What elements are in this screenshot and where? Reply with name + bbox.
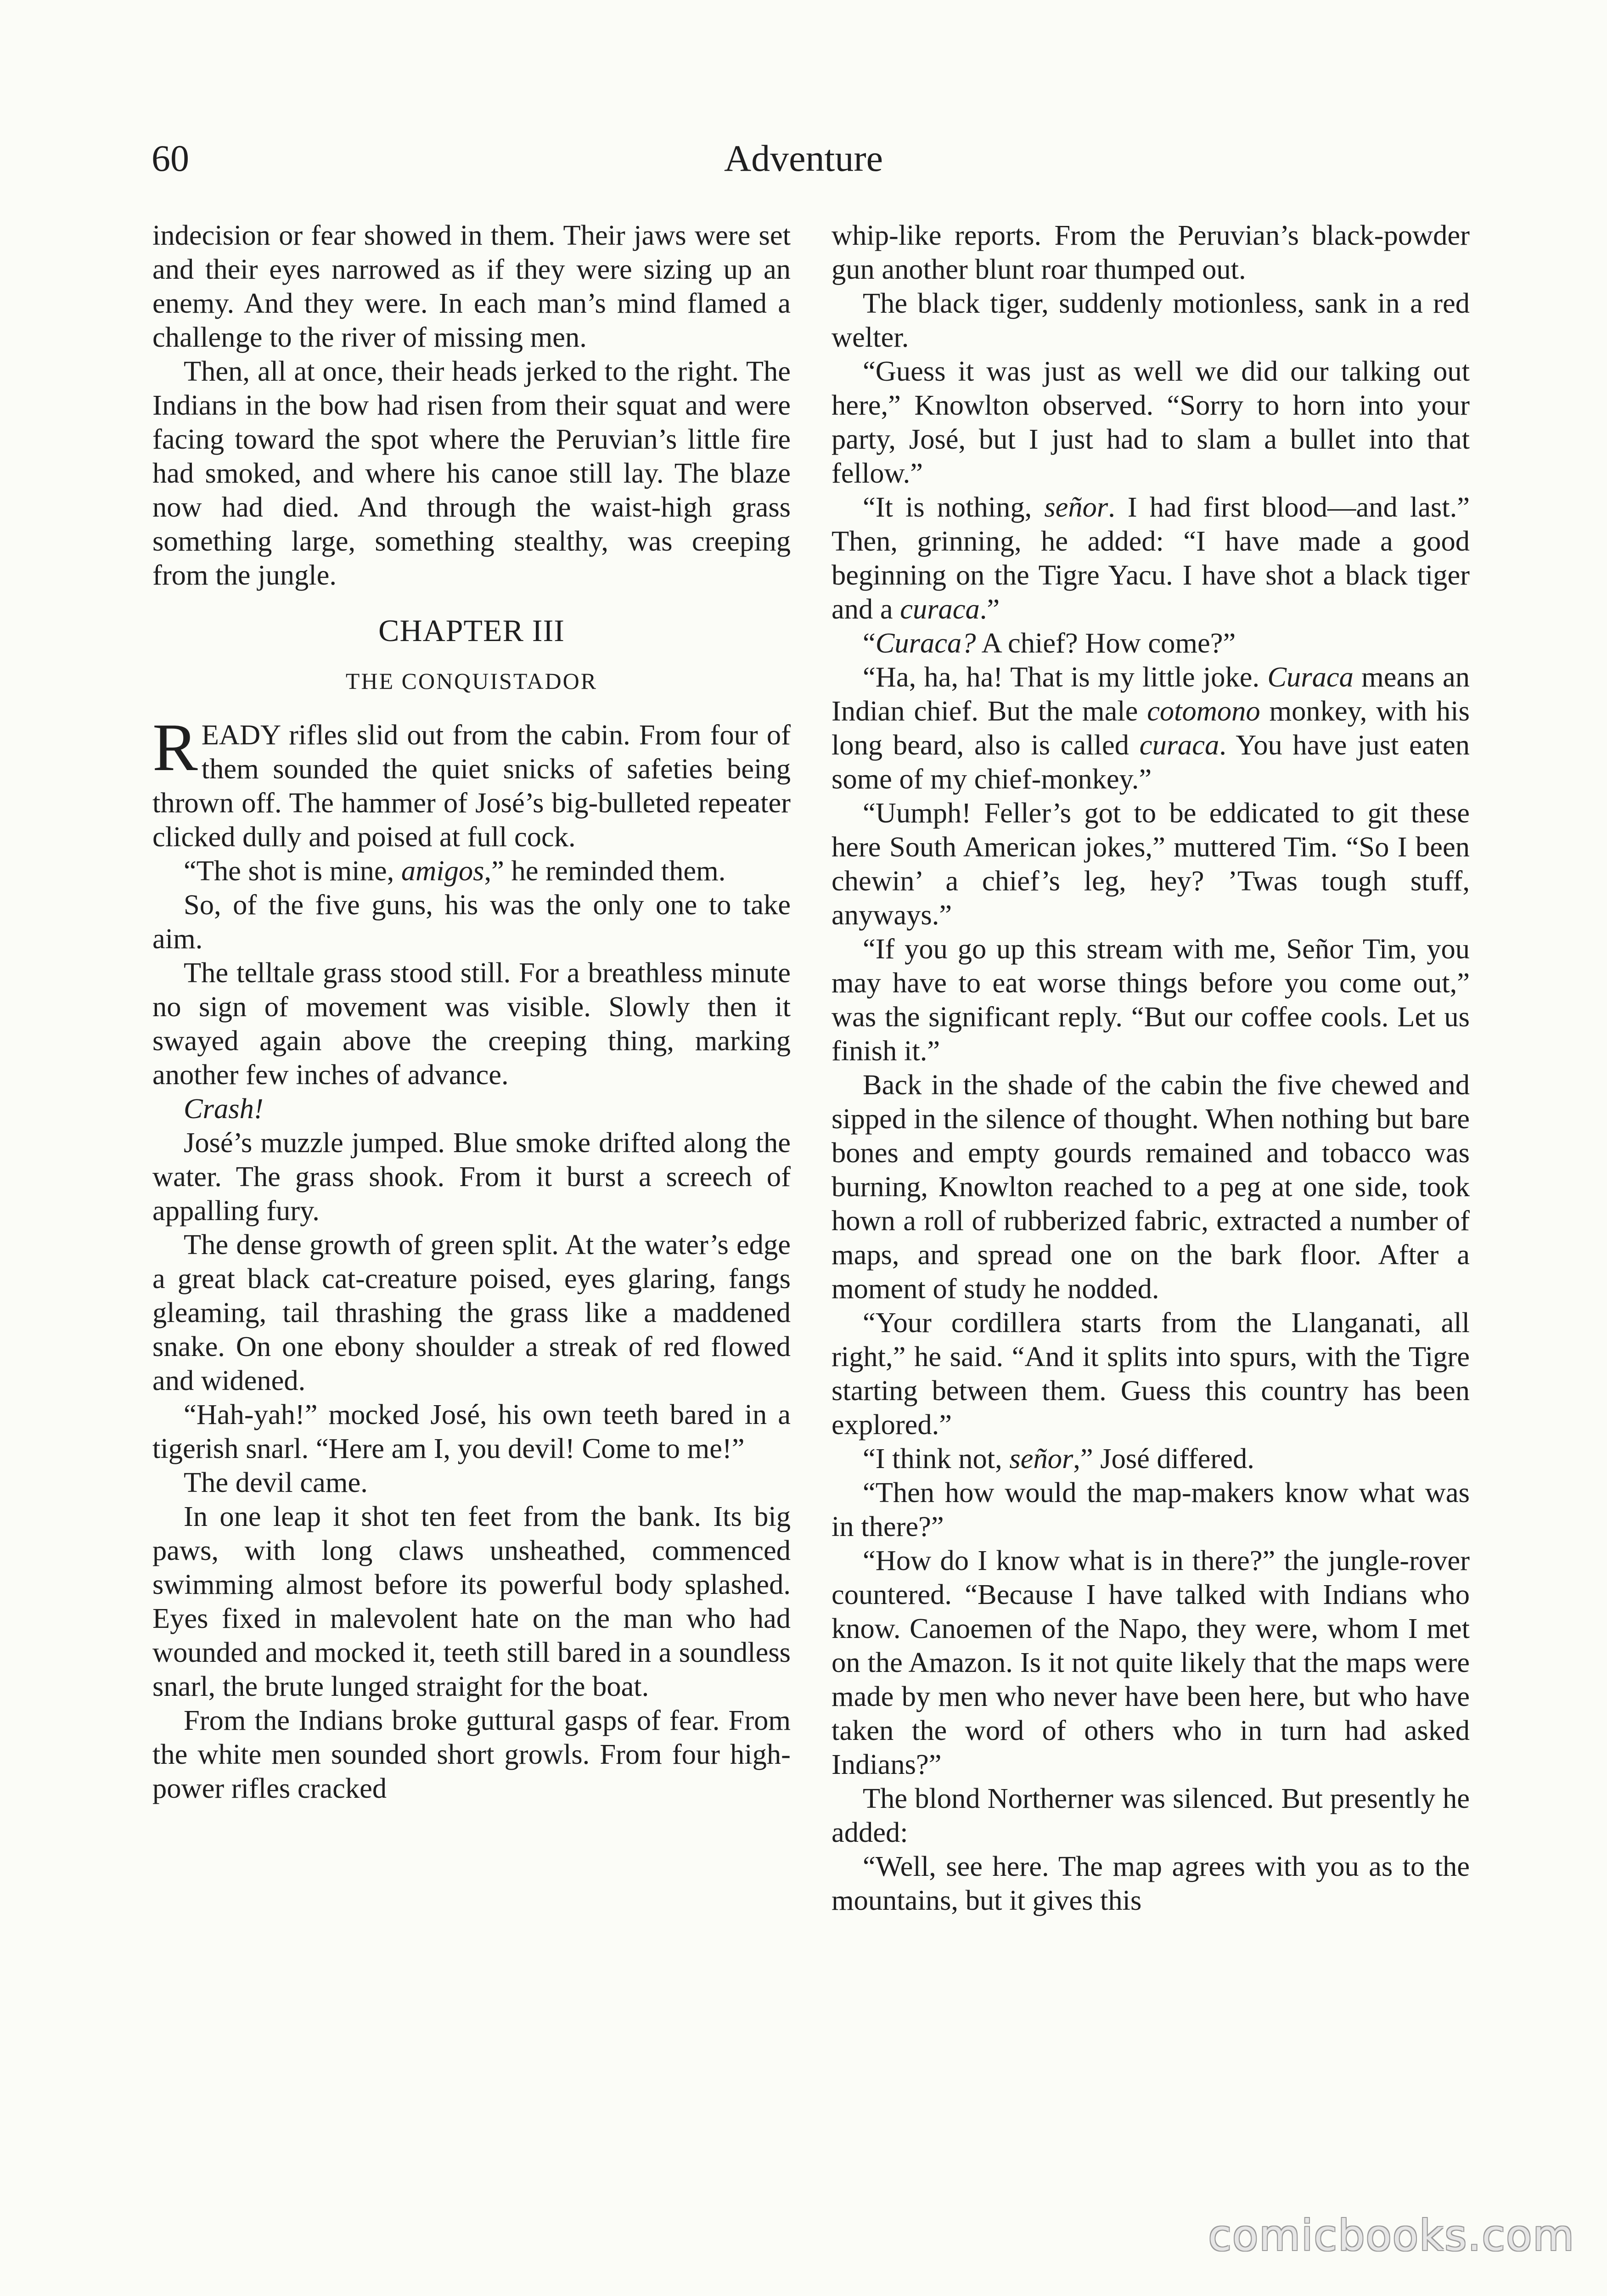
paragraph-text: EADY rifles slid out from the cabin. From four of them sounded the quiet snicks of safeties being thrown off. The hammer of José’s big-bulleted repeater clicked dully and poised at full cock.: [152, 719, 791, 853]
paragraph: “How do I know what is in there?” the jungle-rover countered. “Because I have talked with Indians who know. Canoemen of the Napo, they were, whom I met on the Amazon. Is it not quite likely that the maps were made by men who never have been here, but who have taken the word of others who in turn had asked Indians?”: [832, 1544, 1470, 1780]
paragraph: whip-like reports. From the Peruvian’s black-powder gun another blunt roar thumped out.: [832, 219, 1470, 285]
left-column: [152, 218, 791, 1805]
text-run: means an Indian chief. But the male: [832, 661, 1470, 727]
right-column: [832, 218, 1470, 1917]
paragraph: “Then how would the map-makers know what was in there?”: [832, 1476, 1470, 1542]
paragraph: In one leap it shot ten feet from the bank. Its big paws, with long claws unsheathed, commenced swimming almost before its powerful body splashed. Eyes fixed in malevolent hate on the man who had wounded and mocked it, teeth still bared in a soundless snarl, the brute lunged straight for the boat.: [152, 1500, 791, 1702]
emphasis: señor: [1009, 1442, 1073, 1474]
paragraph: From the Indians broke guttural gasps of fear. From the white men sounded short growls. From four high-power rifles cracked: [152, 1704, 791, 1804]
paragraph: So, of the five guns, his was the only one to take aim.: [152, 889, 791, 955]
text-run: ,” José differed.: [1073, 1442, 1254, 1474]
paragraph: “Uumph! Feller’s got to be eddicated to git these here South American jokes,” muttered Tim. “So I been chewin’ a chief’s leg, hey? ’Twas tough stuff, anyways.”: [832, 797, 1470, 931]
paragraph: [832, 1441, 1470, 1475]
paragraph: [832, 490, 1470, 626]
text-run: . I had first blood—and last.” Then, grinning, he added: “I have made a good beginning on the Tigre Yacu. I have shot a black tiger and a: [832, 491, 1470, 625]
text-run: A chief? How come?”: [976, 627, 1236, 659]
paragraph: The black tiger, suddenly motionless, sank in a red welter.: [832, 287, 1470, 353]
page-number: 60: [152, 137, 189, 179]
text-run: “The shot is mine,: [184, 855, 401, 887]
text-run: .”: [979, 593, 1000, 625]
text-run: “: [863, 627, 876, 659]
chapter-subtitle: THE CONQUISTADOR: [345, 668, 598, 694]
paragraph: “Well, see here. The map agrees with you as to the mountains, but it gives this: [832, 1850, 1470, 1916]
paragraph: [152, 1092, 791, 1125]
text-run: “Ha, ha, ha! That is my little joke.: [863, 661, 1268, 693]
paragraph: The dense growth of green split. At the water’s edge a great black cat-creature poised, eyes glaring, fangs gleaming, tail thrashing the grass like a maddened snake. On one ebony shoulder a streak of red flowed and widened.: [152, 1228, 791, 1396]
drop-cap: R: [152, 710, 198, 785]
paragraph: “Your cordillera starts from the Llanganati, all right,” he said. “And it splits into spurs, with the Tigre starting between them. Guess this country has been explored.”: [832, 1306, 1470, 1441]
paragraph: Back in the shade of the cabin the five chewed and sipped in the silence of thought. When nothing but bare bones and empty gourds remained and tobacco was burning, Knowlton reached to a peg at one side, took hown a roll of rubberized fabric, extracted a number of maps, and spread one on the bark floor. After a moment of study he nodded.: [832, 1069, 1470, 1305]
paragraph: indecision or fear showed in them. Their jaws were set and their eyes narrowed as if they were sizing up an enemy. And they were. In each man’s mind flamed a challenge to the river of missing men.: [152, 219, 791, 353]
watermark: comicbooks.com: [1208, 2211, 1575, 2260]
page-header: [152, 133, 1455, 193]
paragraph: The telltale grass stood still. For a breathless minute no sign of movement was visible. Slowly then it swayed again above the creeping thing, marking another few inches of advance.: [152, 957, 791, 1091]
paragraph: [152, 854, 791, 888]
paragraph: [832, 626, 1470, 660]
text-run: ,” he reminded them.: [484, 855, 726, 887]
paragraph: “If you go up this stream with me, Señor Tim, you may have to eat worse things before you come out,” was the significant reply. “But our coffee cools. Let us finish it.”: [832, 933, 1470, 1067]
paragraph: The blond Northerner was silenced. But presently he added:: [832, 1782, 1470, 1848]
emphasis: cotomono: [1147, 695, 1260, 727]
chapter-title: CHAPTER III: [378, 613, 565, 648]
emphasis: Crash!: [184, 1092, 264, 1125]
paragraph: Then, all at once, their heads jerked to the right. The Indians in the bow had risen from their squat and were facing toward the spot where the Peruvian’s little fire had smoked, and where his canoe still lay. The blaze now had died. And through the waist-high grass something large, something stealthy, was creeping from the jungle.: [152, 355, 791, 591]
paragraph: “Hah-yah!” mocked José, his own teeth bared in a tigerish snarl. “Here am I, you devil! Come to me!”: [152, 1398, 791, 1464]
emphasis: Curaca: [1267, 661, 1354, 693]
paragraph: [832, 660, 1470, 796]
emphasis: curaca: [900, 593, 980, 625]
text-run: monkey, with his long beard, also is called: [832, 695, 1470, 761]
text-run: “It is nothing,: [863, 491, 1045, 523]
emphasis: Curaca?: [875, 627, 976, 659]
paragraph: “Guess it was just as well we did our talking out here,” Knowlton observed. “Sorry to horn into your party, José, but I just had to slam a bullet into that fellow.”: [832, 355, 1470, 489]
emphasis: señor: [1044, 491, 1108, 523]
paragraph: The devil came.: [184, 1466, 368, 1498]
running-title: Adventure: [724, 137, 883, 179]
emphasis: curaca: [1139, 729, 1219, 761]
paragraph: José’s muzzle jumped. Blue smoke drifted along the water. The grass shook. From it burst a screech of appalling fury.: [152, 1126, 791, 1227]
text-run: . You have just eaten some of my chief-monkey.”: [832, 729, 1470, 795]
emphasis: amigos: [401, 855, 484, 887]
text-run: “I think not,: [863, 1442, 1010, 1474]
paragraph: [152, 710, 791, 854]
